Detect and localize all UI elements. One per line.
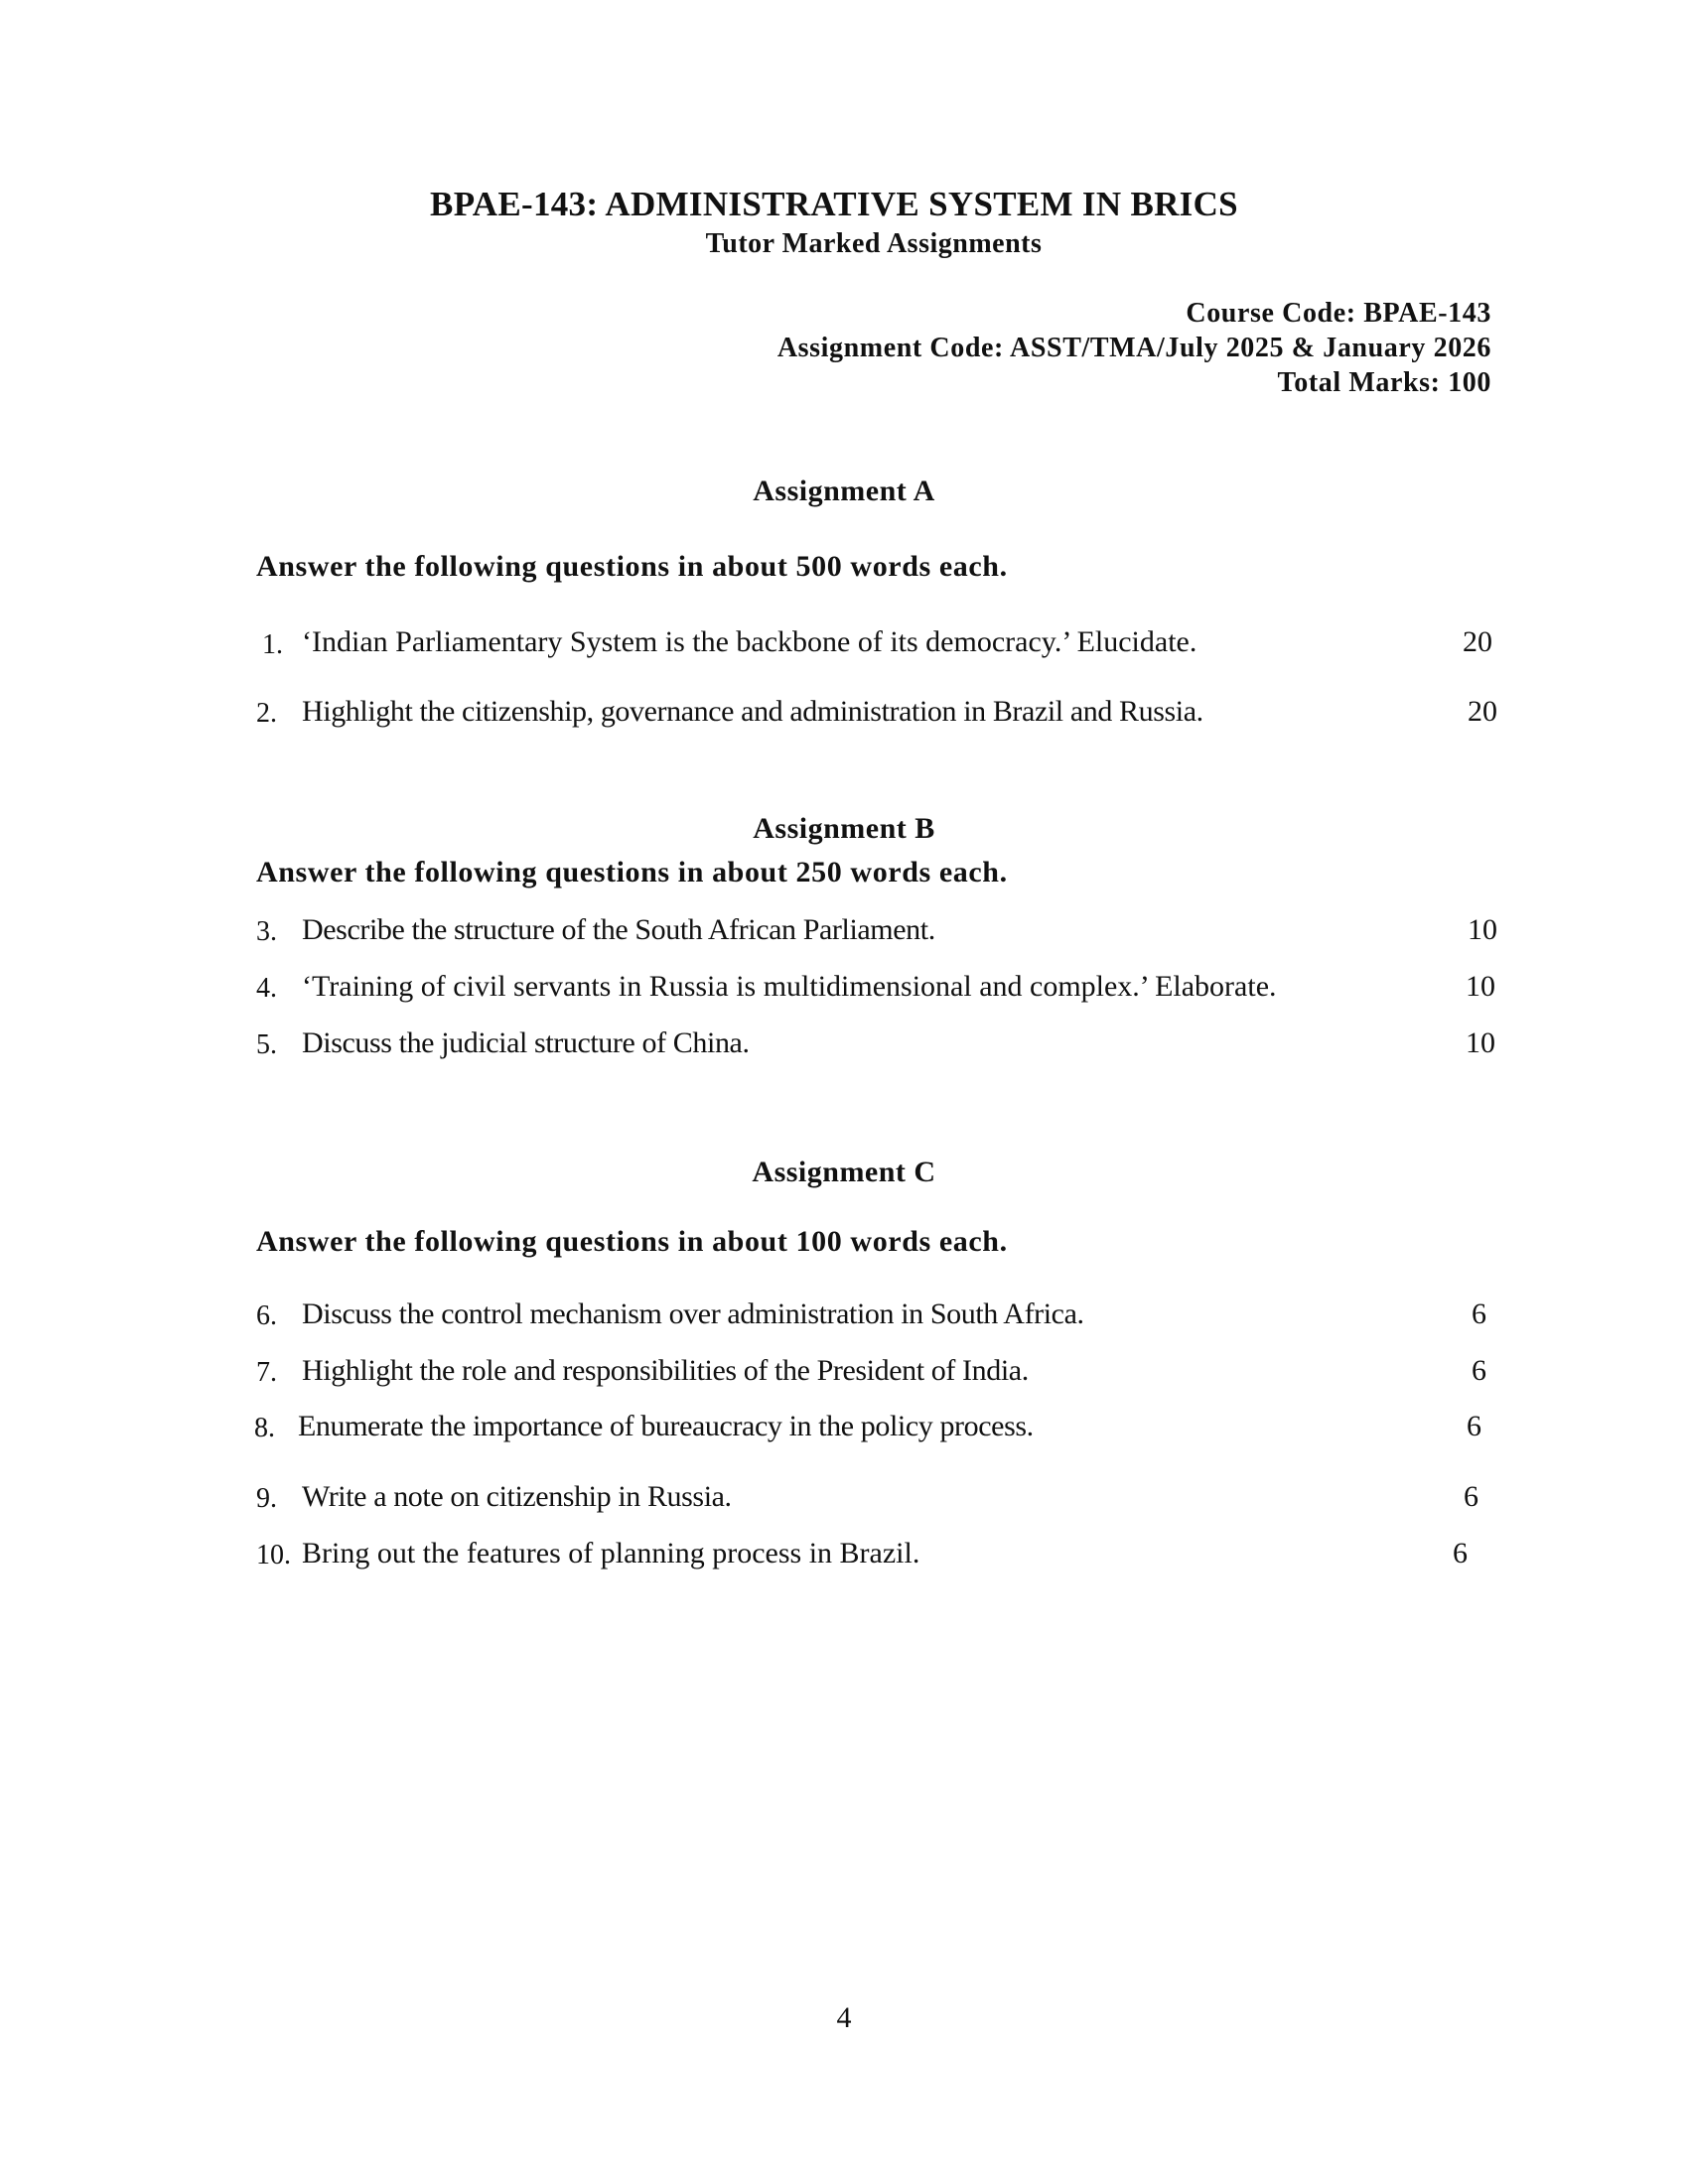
section-heading-b: Assignment B: [753, 812, 935, 845]
question-marks: 10: [1466, 1026, 1495, 1059]
document-subtitle: Tutor Marked Assignments: [705, 228, 1043, 259]
question-text: Bring out the features of planning process in Brazil.: [302, 1537, 920, 1570]
question-number: 7.: [256, 1357, 277, 1388]
question-number: 2.: [256, 698, 277, 729]
question-number: 10.: [256, 1540, 291, 1570]
question-number: 4.: [256, 973, 277, 1004]
question-marks: 6: [1467, 1410, 1481, 1442]
section-heading-c: Assignment C: [752, 1156, 936, 1188]
question-text: Discuss the control mechanism over administration in South Africa.: [302, 1297, 1084, 1330]
question-number: 9.: [256, 1483, 277, 1514]
total-marks: Total Marks: 100: [1277, 367, 1491, 398]
question-marks: 6: [1453, 1537, 1468, 1570]
question-number: 6.: [256, 1300, 277, 1331]
question-text: Describe the structure of the South African Parliament.: [302, 913, 935, 946]
question-marks: 20: [1468, 695, 1497, 728]
question-text: Enumerate the importance of bureaucracy in the policy process.: [298, 1410, 1034, 1442]
question-marks: 6: [1472, 1354, 1486, 1387]
question-number: 1.: [262, 629, 283, 660]
question-number: 3.: [256, 916, 277, 947]
question-marks: 6: [1464, 1480, 1478, 1513]
document-title: BPAE-143: ADMINISTRATIVE SYSTEM IN BRICS: [430, 185, 1238, 223]
section-instruction-a: Answer the following questions in about 500 words each.: [256, 550, 1008, 583]
question-text: ‘Training of civil servants in Russia is multidimensional and complex.’ Elaborate.: [302, 970, 1277, 1003]
question-text: Write a note on citizenship in Russia.: [302, 1480, 732, 1513]
question-marks: 6: [1472, 1297, 1486, 1330]
question-number: 5.: [256, 1029, 277, 1060]
question-marks: 10: [1468, 913, 1497, 946]
course-code: Course Code: BPAE-143: [1186, 298, 1491, 329]
section-instruction-c: Answer the following questions in about 100 words each.: [256, 1225, 1008, 1258]
question-text: Highlight the role and responsibilities of the President of India.: [302, 1354, 1029, 1387]
question-text: Highlight the citizenship, governance and administration in Brazil and Russia.: [302, 695, 1203, 728]
question-text: Discuss the judicial structure of China.: [302, 1026, 750, 1059]
section-heading-a: Assignment A: [753, 475, 935, 507]
question-number: 8.: [254, 1413, 275, 1443]
question-marks: 20: [1463, 625, 1492, 658]
section-instruction-b: Answer the following questions in about 250 words each.: [256, 856, 1008, 888]
question-text: ‘Indian Parliamentary System is the backbone of its democracy.’ Elucidate.: [302, 625, 1197, 658]
assignment-code: Assignment Code: ASST/TMA/July 2025 & January 2026: [776, 333, 1491, 363]
page-number: 4: [836, 2001, 852, 2034]
question-marks: 10: [1466, 970, 1495, 1003]
